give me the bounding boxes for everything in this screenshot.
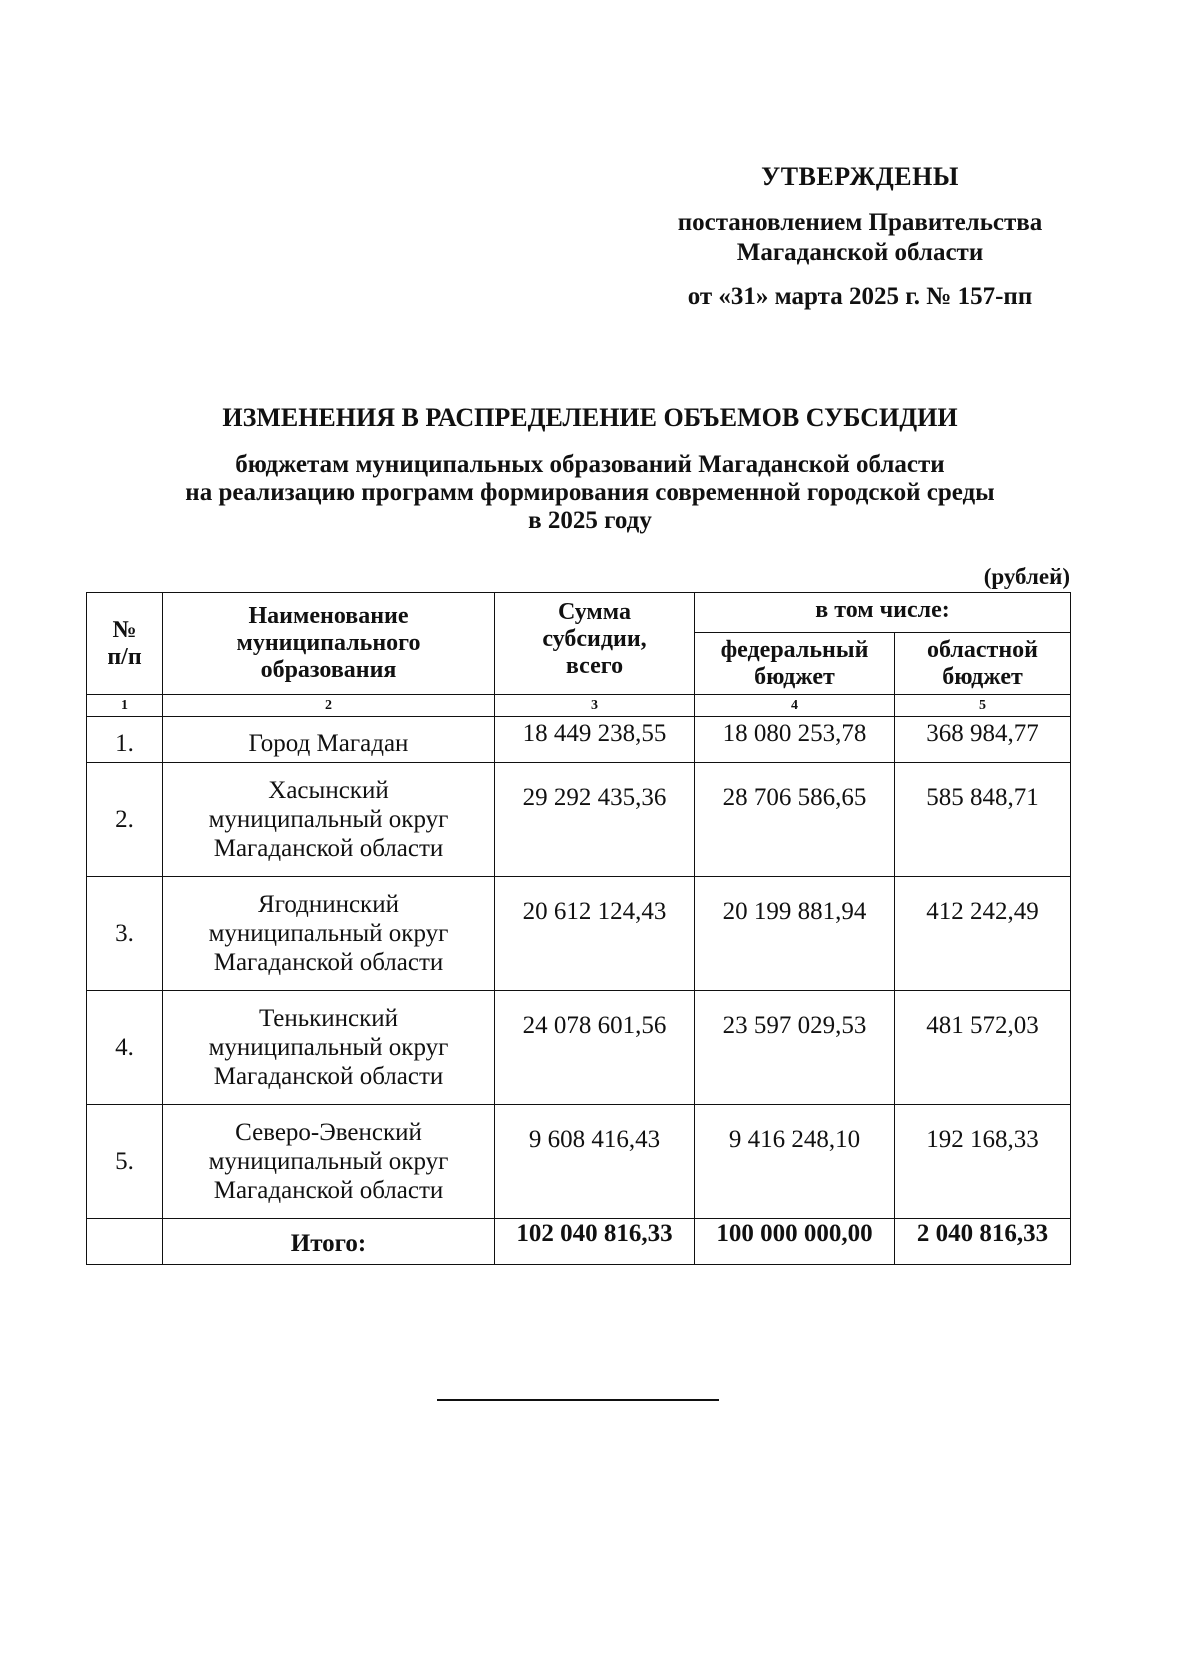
- header-regional-line-1: областной: [927, 636, 1038, 663]
- row-municipality: [163, 1105, 495, 1219]
- municipality-line: Магаданской области: [213, 1177, 444, 1204]
- header-name-line-1: Наименование: [248, 603, 409, 629]
- row-total: 24 078 601,56: [495, 991, 695, 1105]
- header-row-1: [87, 593, 1071, 633]
- totals-label: Итого:: [163, 1219, 495, 1265]
- row-federal: 18 080 253,78: [695, 717, 895, 763]
- row-number: 5.: [87, 1105, 163, 1219]
- row-regional: 585 848,71: [895, 763, 1071, 877]
- row-municipality: [163, 877, 495, 991]
- header-sum-line-1: Сумма: [558, 599, 631, 625]
- header-name-line-3: образования: [260, 657, 397, 683]
- header-federal-line-1: федеральный: [720, 636, 869, 663]
- header-name: [163, 593, 495, 695]
- municipality-line: муниципальный округ: [208, 920, 449, 947]
- municipality-line: Северо-Эвенский: [235, 1119, 422, 1146]
- column-number: 4: [695, 695, 895, 717]
- municipality-line: муниципальный округ: [208, 806, 449, 833]
- column-number: 3: [495, 695, 695, 717]
- municipality-line: Тенькинский: [258, 1005, 399, 1032]
- table-row: [87, 1105, 1071, 1219]
- header-num-line-2: п/п: [107, 643, 142, 670]
- column-number: 2: [163, 695, 495, 717]
- approval-word: УТВЕРЖДЕНЫ: [761, 162, 959, 191]
- row-number: 2.: [87, 763, 163, 877]
- document-title: ИЗМЕНЕНИЯ В РАСПРЕДЕЛЕНИЕ ОБЪЕМОВ СУБСИДИИ: [222, 403, 958, 432]
- header-num: [87, 593, 163, 695]
- header-regional-line-2: бюджет: [942, 663, 1023, 690]
- row-federal: 28 706 586,65: [695, 763, 895, 877]
- units-label: (рублей): [983, 564, 1070, 589]
- totals-row: [87, 1219, 1071, 1265]
- row-municipality: [163, 717, 495, 763]
- header-sum: [495, 593, 695, 695]
- row-regional: 412 242,49: [895, 877, 1071, 991]
- row-municipality: [163, 991, 495, 1105]
- document-subtitle: [90, 451, 1090, 535]
- table-row: [87, 763, 1071, 877]
- row-federal: 23 597 029,53: [695, 991, 895, 1105]
- header-federal-line-2: бюджет: [754, 663, 835, 690]
- row-federal: 9 416 248,10: [695, 1105, 895, 1219]
- subtitle-line-1: бюджетам муниципальных образований Магаданской области: [235, 451, 945, 478]
- row-total: 20 612 124,43: [495, 877, 695, 991]
- approval-line-2: Магаданской области: [736, 239, 984, 266]
- signature-line: [437, 1399, 719, 1401]
- subsidy-table: [86, 592, 1071, 1265]
- header-name-line-2: муниципального: [236, 630, 421, 656]
- header-federal: [695, 633, 895, 695]
- approval-date: от «31» марта 2025 г. № 157-пп: [687, 283, 1033, 310]
- subtitle-line-2: на реализацию программ формирования современной городской среды: [185, 479, 995, 506]
- row-total: 18 449 238,55: [495, 717, 695, 763]
- table-row: [87, 717, 1071, 763]
- table-row: [87, 991, 1071, 1105]
- header-including: в том числе:: [695, 593, 1071, 633]
- column-number: 1: [87, 695, 163, 717]
- municipality-line: Магаданской области: [213, 1063, 444, 1090]
- totals-total: 102 040 816,33: [495, 1219, 695, 1265]
- approval-stamp: [640, 162, 1080, 312]
- header-sum-line-3: всего: [565, 653, 624, 679]
- header-sum-line-2: субсидии,: [542, 626, 647, 652]
- municipality-line: Город Магадан: [248, 730, 409, 757]
- totals-federal: 100 000 000,00: [695, 1219, 895, 1265]
- row-regional: 192 168,33: [895, 1105, 1071, 1219]
- approval-line-1: постановлением Правительства: [677, 209, 1043, 236]
- row-regional: 481 572,03: [895, 991, 1071, 1105]
- row-number: 3.: [87, 877, 163, 991]
- row-number: 4.: [87, 991, 163, 1105]
- table-row: [87, 877, 1071, 991]
- row-total: 9 608 416,43: [495, 1105, 695, 1219]
- municipality-line: муниципальный округ: [208, 1148, 449, 1175]
- municipality-line: Магаданской области: [213, 949, 444, 976]
- row-regional: 368 984,77: [895, 717, 1071, 763]
- municipality-line: Магаданской области: [213, 835, 444, 862]
- row-number: 1.: [87, 717, 163, 763]
- column-number: 5: [895, 695, 1071, 717]
- header-regional: [895, 633, 1071, 695]
- row-municipality: [163, 763, 495, 877]
- totals-empty-cell: [87, 1219, 163, 1265]
- header-num-line-1: №: [112, 616, 137, 643]
- row-total: 29 292 435,36: [495, 763, 695, 877]
- municipality-line: муниципальный округ: [208, 1034, 449, 1061]
- row-federal: 20 199 881,94: [695, 877, 895, 991]
- subtitle-line-3: в 2025 году: [528, 507, 652, 534]
- column-number-row: [87, 695, 1071, 717]
- municipality-line: Хасынский: [268, 777, 389, 804]
- totals-regional: 2 040 816,33: [895, 1219, 1071, 1265]
- municipality-line: Ягоднинский: [258, 891, 399, 918]
